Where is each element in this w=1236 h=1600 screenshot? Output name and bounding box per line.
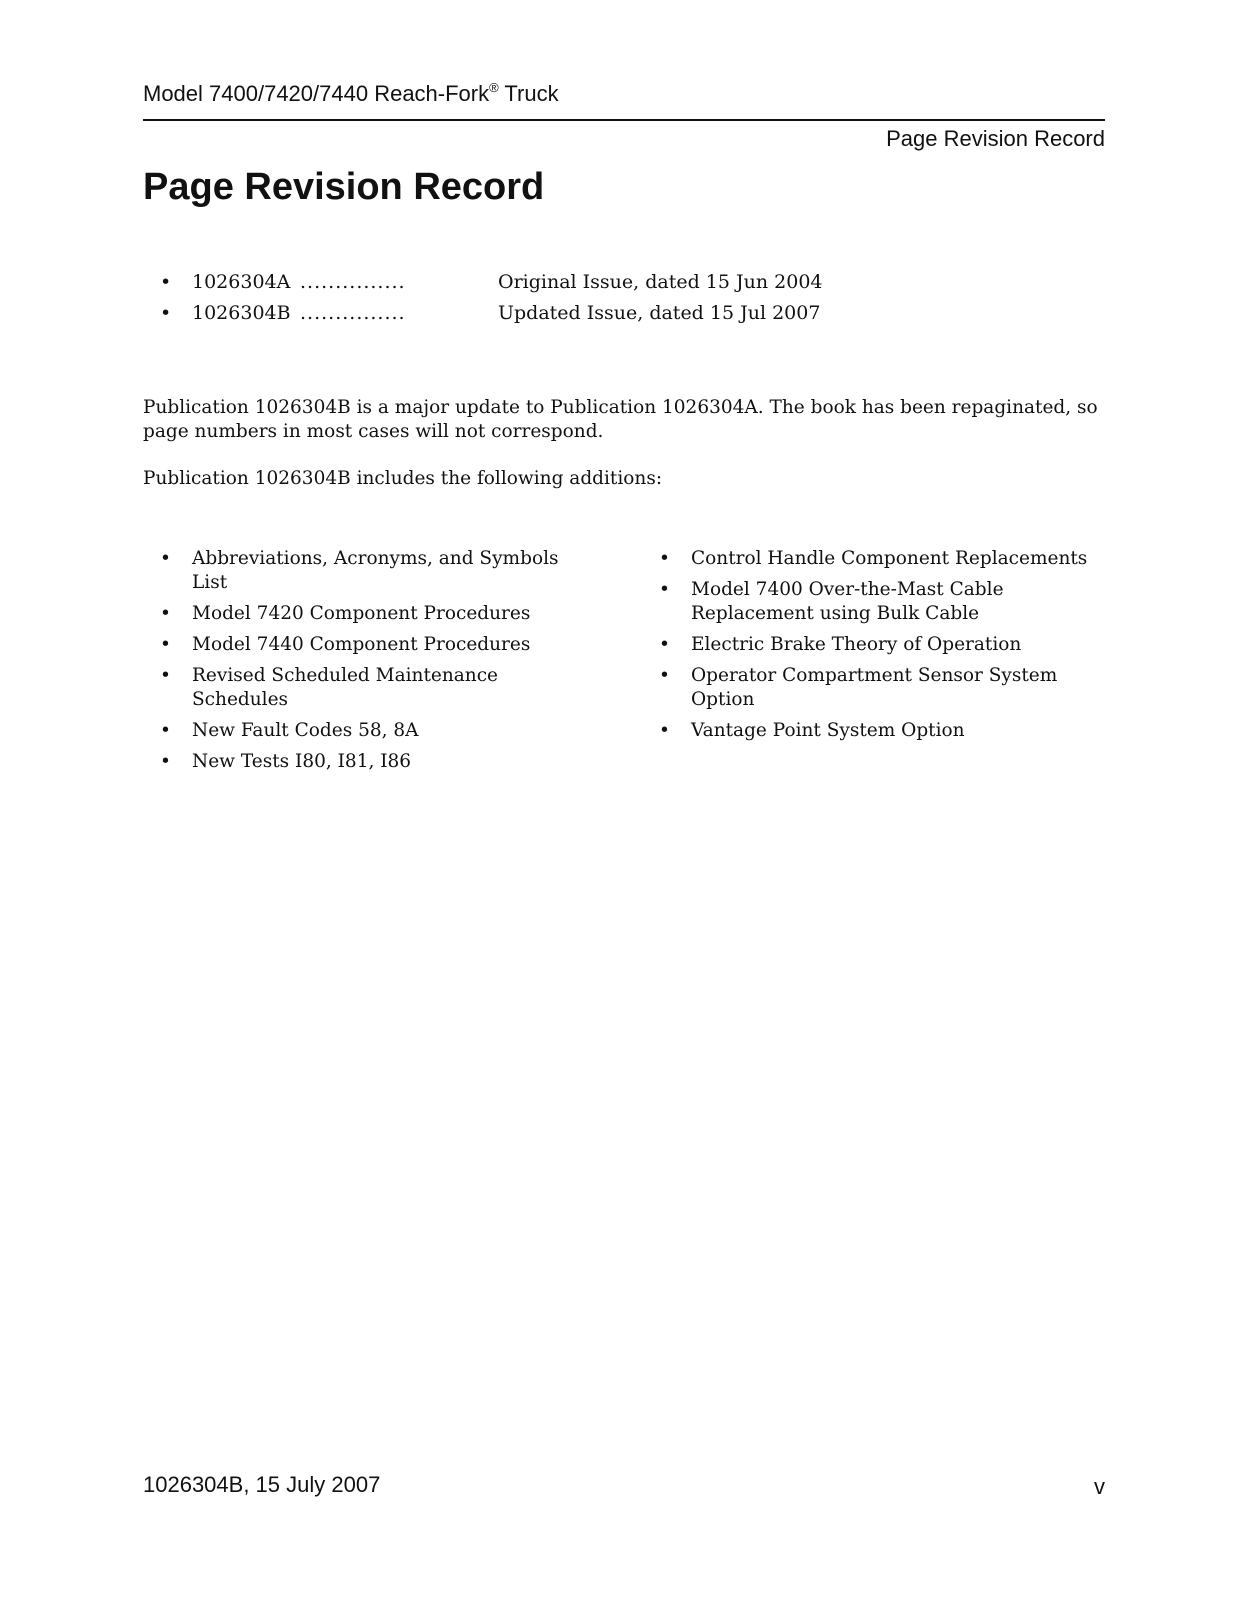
revision-row [160,298,823,329]
list-item: • Revised Scheduled Maintenance Schedules [160,664,590,712]
additions-list-right [659,547,1109,750]
list-item: • Abbreviations, Acronyms, and Symbols List [160,547,590,595]
running-title: Model 7400/7420/7440 Reach-Fork [143,81,490,106]
list-item: • Vantage Point System Option [659,719,1109,743]
revision-list [160,267,823,329]
list-item: • Electric Brake Theory of Operation [659,633,1109,657]
running-header [143,80,559,107]
list-item: • Control Handle Component Replacements [659,547,1109,571]
running-title-suffix: Truck [498,81,559,106]
list-item: • New Tests I80, I81, I86 [160,750,590,774]
intro-paragraph: Publication 1026304B includes the following additions: [143,468,663,489]
bullet: • [160,302,172,324]
bullet: • [160,271,172,293]
dot-leader: ............... [300,271,406,293]
intro-paragraph: Publication 1026304B is a major update to Publication 1026304A. The book has been repaginated, so page numbers in most cases will not correspond. [143,397,1098,442]
revision-description: Updated Issue, dated 15 Jul 2007 [498,302,821,324]
page-number: v [1094,1474,1105,1499]
revision-description: Original Issue, dated 15 Jun 2004 [498,271,823,293]
additions-list-left [160,547,590,781]
list-item: • Operator Compartment Sensor System Option [659,664,1109,712]
dot-leader: ............... [300,302,406,324]
footer-publication: 1026304B, 15 July 2007 [143,1472,381,1497]
list-item: • Model 7440 Component Procedures [160,633,590,657]
list-item: • Model 7400 Over-the-Mast Cable Replacement using Bulk Cable [659,578,1109,626]
list-item: • New Fault Codes 58, 8A [160,719,590,743]
revision-code: 1026304A [192,271,291,293]
registered-mark: ® [489,80,499,95]
page-title: Page Revision Record [143,166,545,208]
revision-code: 1026304B [192,302,291,324]
header-rule [143,119,1105,121]
revision-row [160,267,823,298]
section-label: Page Revision Record [886,126,1105,151]
list-item: • Model 7420 Component Procedures [160,602,590,626]
